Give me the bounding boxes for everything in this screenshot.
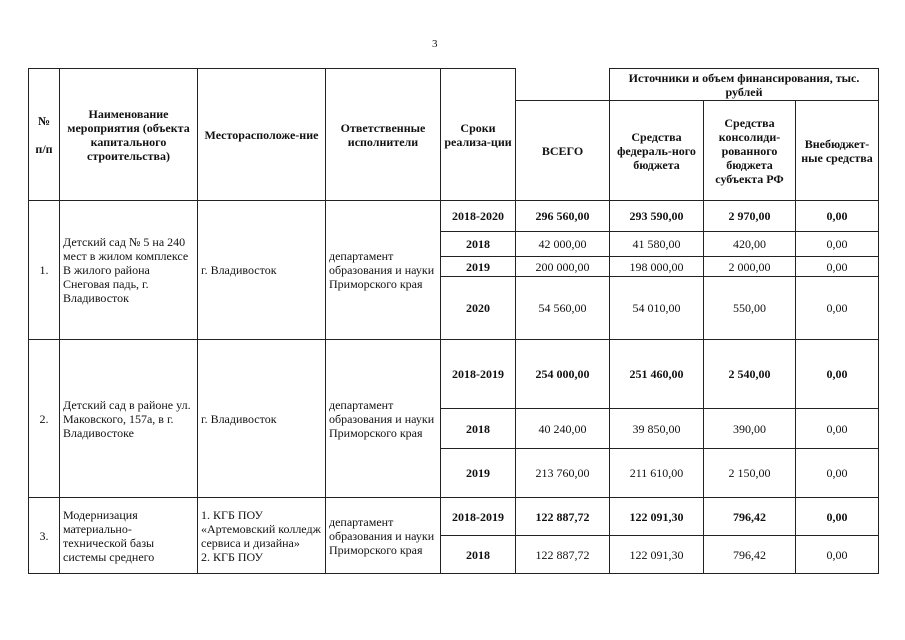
header-terms: Сроки реализа-ции — [441, 69, 516, 201]
period-cell: 2018-2019 — [441, 340, 516, 409]
regional-cell: 390,00 — [704, 409, 796, 449]
total-cell: 122 887,72 — [516, 536, 610, 574]
extra-cell: 0,00 — [796, 449, 879, 498]
federal-cell: 122 091,30 — [610, 498, 704, 536]
project-responsible: департамент образования и науки Приморского края — [326, 340, 441, 498]
extra-cell: 0,00 — [796, 536, 879, 574]
header-location: Месторасположе-ние — [198, 69, 326, 201]
header-funding-group: Источники и объем финансирования, тыс. рублей — [610, 69, 879, 101]
total-cell: 213 760,00 — [516, 449, 610, 498]
project-name: Детский сад в районе ул. Маковского, 157а, в г. Владивостоке — [60, 340, 198, 498]
period-cell: 2018-2020 — [441, 201, 516, 232]
total-cell: 54 560,00 — [516, 277, 610, 340]
extra-cell: 0,00 — [796, 498, 879, 536]
project-name: Детский сад № 5 на 240 мест в жилом комплексе В жилого района Снеговая падь, г. Владивосток — [60, 201, 198, 340]
header-federal: Средства федераль-ного бюджета — [610, 101, 704, 201]
regional-cell: 420,00 — [704, 232, 796, 257]
table-row — [29, 340, 879, 409]
project-location: г. Владивосток — [198, 201, 326, 340]
total-cell: 40 240,00 — [516, 409, 610, 449]
project-number: 1. — [29, 201, 60, 340]
header-regional: Средства консолиди-рованного бюджета субъекта РФ — [704, 101, 796, 201]
regional-cell: 796,42 — [704, 536, 796, 574]
total-cell: 296 560,00 — [516, 201, 610, 232]
project-responsible: департамент образования и науки Приморского края — [326, 201, 441, 340]
header-name: Наименование мероприятия (объекта капитального строительства) — [60, 69, 198, 201]
federal-cell: 39 850,00 — [610, 409, 704, 449]
regional-cell: 2 150,00 — [704, 449, 796, 498]
period-cell: 2018 — [441, 409, 516, 449]
header-extra: Внебюджет-ные средства — [796, 101, 879, 201]
federal-cell: 251 460,00 — [610, 340, 704, 409]
regional-cell: 550,00 — [704, 277, 796, 340]
extra-cell: 0,00 — [796, 232, 879, 257]
extra-cell: 0,00 — [796, 257, 879, 277]
period-cell: 2019 — [441, 257, 516, 277]
regional-cell: 2 000,00 — [704, 257, 796, 277]
federal-cell: 198 000,00 — [610, 257, 704, 277]
project-name: Модернизация материально-технической базы системы среднего — [60, 498, 198, 574]
federal-cell: 211 610,00 — [610, 449, 704, 498]
table-row — [29, 498, 879, 536]
total-cell: 122 887,72 — [516, 498, 610, 536]
project-number: 2. — [29, 340, 60, 498]
extra-cell: 0,00 — [796, 409, 879, 449]
regional-cell: 2 970,00 — [704, 201, 796, 232]
page-number: 3 — [432, 38, 438, 50]
project-location: г. Владивосток — [198, 340, 326, 498]
total-cell: 254 000,00 — [516, 340, 610, 409]
extra-cell: 0,00 — [796, 340, 879, 409]
project-responsible: департамент образования и науки Приморского края — [326, 498, 441, 574]
extra-cell: 0,00 — [796, 201, 879, 232]
period-cell: 2018-2019 — [441, 498, 516, 536]
financing-table — [28, 68, 879, 574]
table-row — [29, 201, 879, 232]
total-cell: 42 000,00 — [516, 232, 610, 257]
extra-cell: 0,00 — [796, 277, 879, 340]
project-location: 1. КГБ ПОУ «Артемовский колледж сервиса и дизайна» 2. КГБ ПОУ — [198, 498, 326, 574]
period-cell: 2018 — [441, 536, 516, 574]
total-cell: 200 000,00 — [516, 257, 610, 277]
period-cell: 2018 — [441, 232, 516, 257]
header-num: № п/п — [29, 69, 60, 201]
federal-cell: 54 010,00 — [610, 277, 704, 340]
period-cell: 2020 — [441, 277, 516, 340]
federal-cell: 41 580,00 — [610, 232, 704, 257]
header-total: ВСЕГО — [516, 101, 610, 201]
federal-cell: 122 091,30 — [610, 536, 704, 574]
federal-cell: 293 590,00 — [610, 201, 704, 232]
regional-cell: 2 540,00 — [704, 340, 796, 409]
project-number: 3. — [29, 498, 60, 574]
header-responsible: Ответственные исполнители — [326, 69, 441, 201]
regional-cell: 796,42 — [704, 498, 796, 536]
period-cell: 2019 — [441, 449, 516, 498]
